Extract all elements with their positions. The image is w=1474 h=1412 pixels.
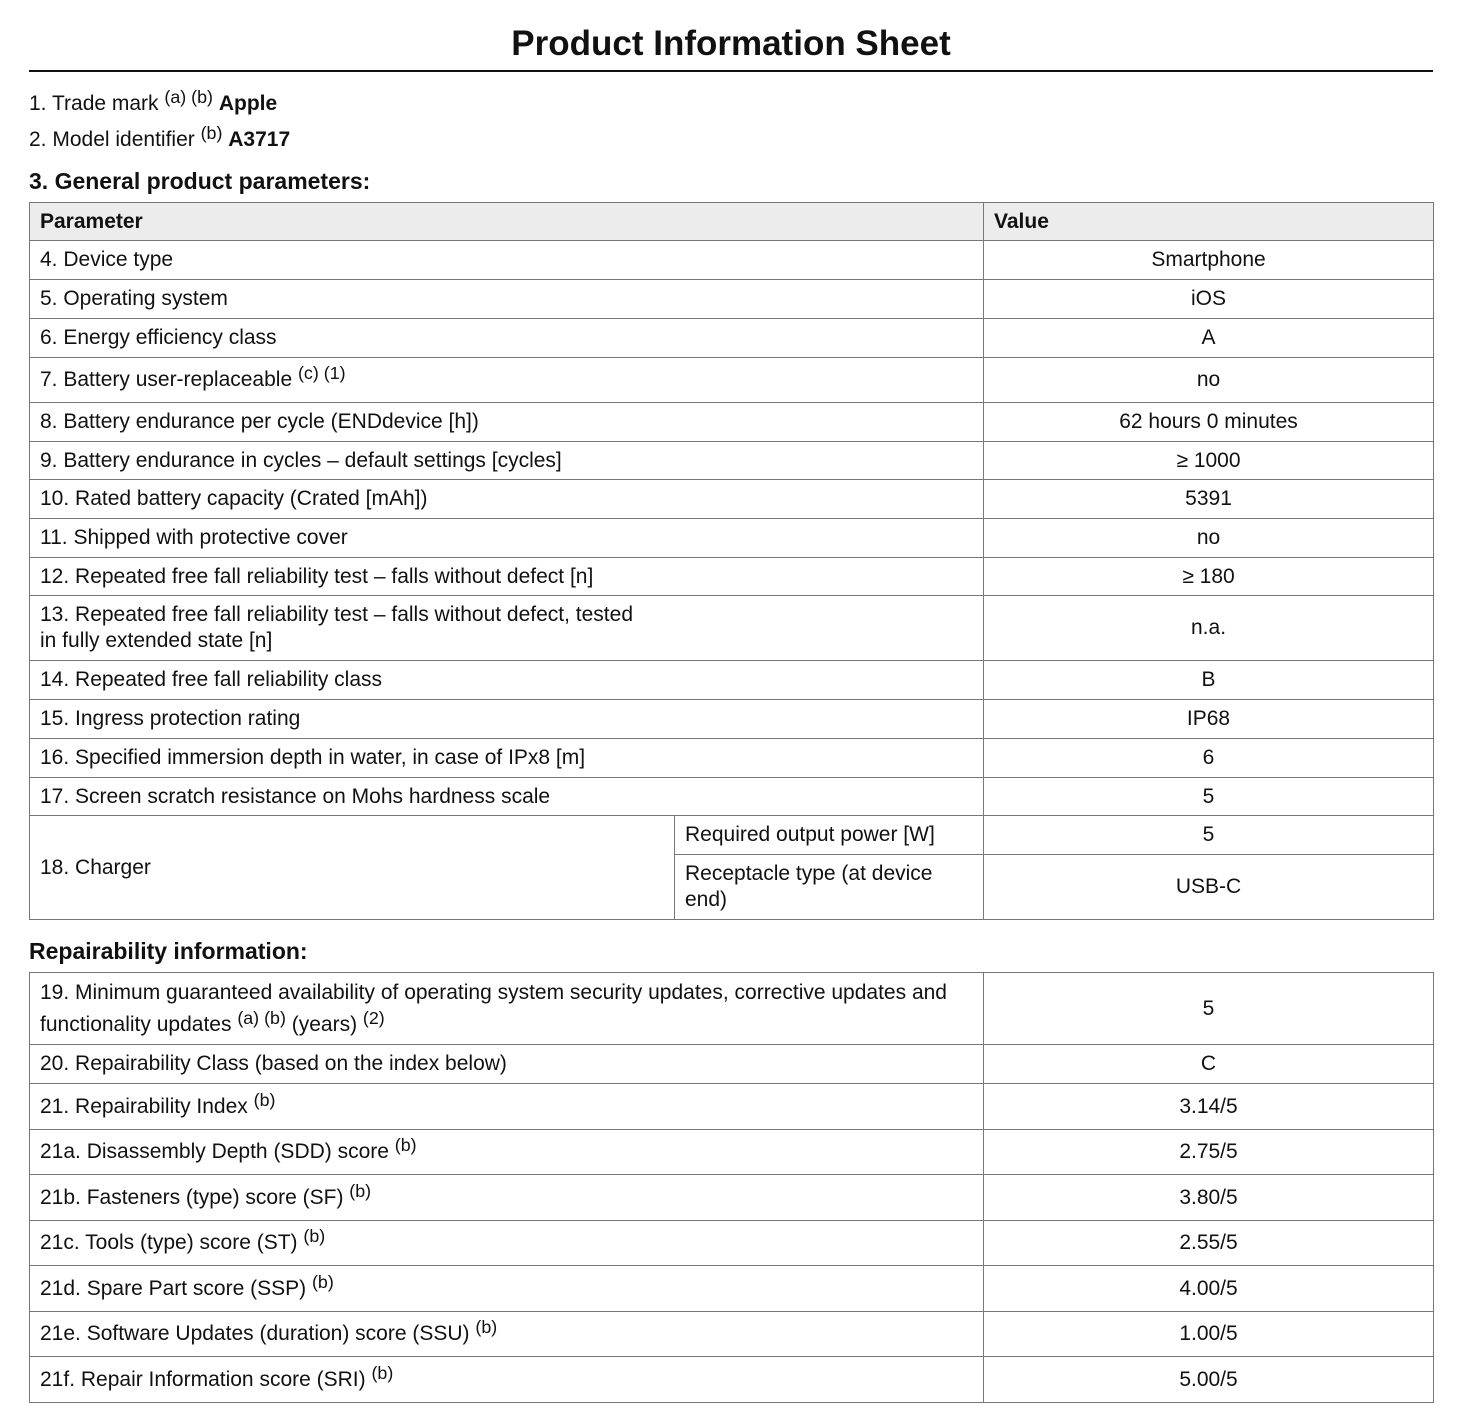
charger-row	[30, 816, 1434, 855]
parameter-cell	[30, 319, 984, 358]
parameter-label: 10. Rated battery capacity (Crated [mAh])	[40, 487, 428, 510]
value-cell: 5.00/5	[984, 1357, 1434, 1403]
parameter-cell	[30, 739, 984, 778]
table-row	[30, 280, 1434, 319]
parameter-unit: (years)	[291, 1012, 358, 1036]
table-row	[30, 700, 1434, 739]
parameter-label: 15. Ingress protection rating	[40, 707, 301, 730]
value-cell: 2.75/5	[984, 1130, 1434, 1175]
parameter-label: 16. Specified immersion depth in water, in case of IPx8 [m]	[40, 746, 586, 769]
parameter-cell	[30, 1221, 984, 1266]
parameter-label: 8. Battery endurance per cycle (ENDdevice [h])	[40, 410, 479, 433]
value-cell: 3.14/5	[984, 1084, 1434, 1130]
general-table-body	[30, 241, 1434, 920]
repairability-heading: Repairability information:	[29, 938, 308, 964]
trade-mark-label: 1. Trade mark	[29, 92, 159, 115]
parameter-cell	[30, 480, 984, 519]
parameter-cell	[30, 1045, 984, 1084]
value-cell: n.a.	[984, 596, 1434, 661]
parameter-column-header: Parameter	[30, 203, 984, 241]
trade-mark-notes: (a) (b)	[164, 86, 213, 107]
parameter-cell	[30, 280, 984, 319]
parameter-label: 21c. Tools (type) score (ST)	[40, 1231, 298, 1254]
value-cell: 5391	[984, 480, 1434, 519]
parameter-cell	[30, 700, 984, 739]
model-identifier-line	[29, 122, 1433, 158]
parameter-label: 13. Repeated free fall reliability test – falls without defect, tested in fully extended state [n]	[40, 603, 633, 652]
parameter-cell	[30, 442, 984, 480]
parameter-cell	[30, 596, 984, 661]
table-row	[30, 1175, 1434, 1221]
footnote-marks: (c) (1)	[297, 362, 346, 383]
value-cell: B	[984, 661, 1434, 700]
value-cell: IP68	[984, 700, 1434, 739]
parameter-label: 21. Repairability Index	[40, 1094, 248, 1118]
footnote-marks: (b)	[311, 1271, 334, 1292]
value-cell: no	[984, 358, 1434, 403]
table-row	[30, 1312, 1434, 1357]
trade-mark-value: Apple	[218, 92, 278, 115]
table-row	[30, 403, 1434, 442]
parameter-label: 14. Repeated free fall reliability class	[40, 668, 383, 691]
parameter-cell	[30, 1266, 984, 1312]
charger-label: 18. Charger	[30, 816, 675, 920]
parameter-cell	[30, 1312, 984, 1357]
value-cell: 2.55/5	[984, 1221, 1434, 1266]
parameter-cell	[30, 973, 984, 1045]
value-cell: iOS	[984, 280, 1434, 319]
parameter-cell	[30, 778, 984, 816]
parameter-cell	[30, 403, 984, 442]
value-column-header: Value	[984, 203, 1434, 241]
parameter-cell	[30, 661, 984, 700]
value-cell: 5	[984, 973, 1434, 1045]
parameter-label: 21f. Repair Information score (SRI)	[40, 1367, 366, 1391]
parameter-label: 6. Energy efficiency class	[40, 326, 277, 349]
value-cell: ≥ 1000	[984, 442, 1434, 480]
value-cell: 3.80/5	[984, 1175, 1434, 1221]
parameter-label: 12. Repeated free fall reliability test – falls without defect [n]	[40, 564, 594, 588]
value-cell: USB-C	[984, 855, 1434, 920]
parameter-label: 7. Battery user-replaceable	[40, 368, 293, 391]
table-row	[30, 1221, 1434, 1266]
table-row	[30, 1130, 1434, 1175]
parameter-cell	[30, 558, 984, 596]
footnote-marks: (b)	[349, 1180, 372, 1201]
table-row	[30, 973, 1434, 1045]
table-row	[30, 480, 1434, 519]
parameter-label: 21d. Spare Part score (SSP)	[40, 1276, 307, 1300]
table-row	[30, 778, 1434, 816]
parameter-cell	[30, 1084, 984, 1130]
footnote-marks: (b)	[475, 1316, 498, 1337]
value-cell: 5	[984, 778, 1434, 816]
repairability-table	[29, 972, 1434, 1403]
product-information-sheet	[29, 0, 1433, 1403]
footnote-marks: (b)	[394, 1134, 417, 1155]
table-row	[30, 1357, 1434, 1403]
parameter-label: 21e. Software Updates (duration) score (SSU)	[40, 1322, 470, 1345]
parameter-label: 19. Minimum guaranteed availability of operating system security updates, corrective updates and functionality updates	[40, 980, 947, 1036]
parameter-label: 17. Screen scratch resistance on Mohs hardness scale	[40, 784, 551, 808]
value-cell: no	[984, 519, 1434, 558]
table-row	[30, 1266, 1434, 1312]
table-row	[30, 358, 1434, 403]
parameter-label: 11. Shipped with protective cover	[40, 526, 348, 549]
parameter-label: 20. Repairability Class (based on the index below)	[40, 1052, 507, 1075]
footnote-marks: (b)	[253, 1089, 276, 1110]
page-title: Product Information Sheet	[29, 0, 1433, 72]
table-header-row	[30, 203, 1434, 241]
table-row	[30, 661, 1434, 700]
value-cell: 4.00/5	[984, 1266, 1434, 1312]
repairability-table-body	[30, 973, 1434, 1403]
value-cell: A	[984, 319, 1434, 358]
charger-sub-label: Required output power [W]	[675, 816, 984, 855]
parameter-label: 21a. Disassembly Depth (SDD) score	[40, 1140, 389, 1163]
value-cell: 62 hours 0 minutes	[984, 403, 1434, 442]
parameter-cell	[30, 519, 984, 558]
table-row	[30, 241, 1434, 280]
parameter-label: 9. Battery endurance in cycles – default settings [cycles]	[40, 448, 562, 472]
table-row	[30, 558, 1434, 596]
value-cell: 1.00/5	[984, 1312, 1434, 1357]
table-row	[30, 596, 1434, 661]
model-identifier-label: 2. Model identifier	[29, 128, 195, 151]
value-cell: ≥ 180	[984, 558, 1434, 596]
table-row	[30, 319, 1434, 358]
parameter-label: 21b. Fasteners (type) score (SF)	[40, 1185, 344, 1209]
trade-mark-line	[29, 86, 1433, 122]
value-cell: Smartphone	[984, 241, 1434, 280]
value-cell: C	[984, 1045, 1434, 1084]
parameter-label: 4. Device type	[40, 248, 174, 271]
parameter-cell	[30, 358, 984, 403]
parameter-cell	[30, 241, 984, 280]
footnote-marks: (2)	[362, 1007, 385, 1028]
footnote-marks: (a) (b)	[237, 1007, 286, 1028]
value-cell: 5	[984, 816, 1434, 855]
table-row	[30, 739, 1434, 778]
parameter-cell	[30, 1175, 984, 1221]
general-parameters-heading: 3. General product parameters:	[29, 168, 371, 194]
model-identifier-notes: (b)	[200, 122, 223, 143]
table-row	[30, 1084, 1434, 1130]
parameter-cell	[30, 1130, 984, 1175]
footnote-marks: (b)	[303, 1225, 326, 1246]
value-cell: 6	[984, 739, 1434, 778]
model-identifier-value: A3717	[228, 128, 291, 151]
parameter-cell	[30, 1357, 984, 1403]
footnote-marks: (b)	[371, 1362, 394, 1383]
table-row	[30, 1045, 1434, 1084]
general-parameters-table	[29, 202, 1434, 920]
parameter-label: 5. Operating system	[40, 287, 228, 310]
table-row	[30, 442, 1434, 480]
table-row	[30, 519, 1434, 558]
charger-sub-label: Receptacle type (at device end)	[675, 855, 984, 920]
